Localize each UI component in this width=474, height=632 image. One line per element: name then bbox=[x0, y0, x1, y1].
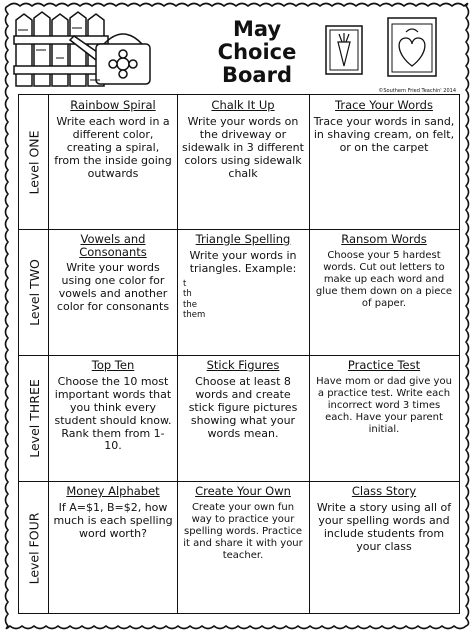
activity-title: Rainbow Spiral bbox=[70, 98, 156, 112]
activity-title: Stick Figures bbox=[206, 358, 280, 372]
level-label: Level THREE bbox=[26, 378, 42, 458]
triangle-example-line: them bbox=[183, 310, 206, 321]
choice-cell bbox=[177, 481, 309, 615]
activity-title: Create Your Own bbox=[195, 484, 291, 498]
activity-text: Choose at least 8 words and create stick figure pictures showing what your words mean. bbox=[188, 374, 298, 440]
choice-cell bbox=[309, 229, 459, 355]
activity-text: Choose your 5 hardest words. Cut out letters to make up each word and glue them down on a piece of paper. bbox=[315, 249, 453, 309]
activity-text: Write each word in a different color, creating a spiral, from the inside going outwards bbox=[54, 114, 172, 180]
activity-title: Chalk It Up bbox=[211, 98, 275, 112]
choice-cell bbox=[177, 355, 309, 481]
activity-text: Trace your words in sand, in shaving cream, on felt, or on the carpet bbox=[313, 114, 455, 154]
choice-cell bbox=[177, 95, 309, 229]
level-label: Level TWO bbox=[26, 258, 42, 326]
activity-text: Write your words on the driveway or sidewalk in 3 different colors using sidewalk chalk bbox=[182, 114, 304, 180]
triangle-example-line: th bbox=[183, 289, 192, 300]
choice-cell bbox=[49, 355, 177, 481]
header bbox=[12, 8, 462, 94]
heart-seed-packet-icon bbox=[386, 16, 438, 78]
choice-cell bbox=[49, 95, 177, 229]
activity-title: Ransom Words bbox=[341, 232, 427, 246]
activity-text: Write a story using all of your spelling words and include students from your class bbox=[316, 500, 452, 553]
page-title bbox=[182, 18, 332, 87]
title-text: Choice Board bbox=[217, 40, 297, 88]
activity-title: Money Alphabet bbox=[66, 484, 160, 498]
choice-cell bbox=[49, 229, 177, 355]
choice-cell bbox=[177, 229, 309, 355]
title-month: May bbox=[232, 17, 282, 41]
activity-text: Choose the 10 most important words that you think every student should know. Rank them from 1-10. bbox=[54, 374, 172, 453]
activity-title: Top Ten bbox=[91, 358, 135, 372]
choice-cell bbox=[49, 481, 177, 615]
choice-cell bbox=[309, 481, 459, 615]
activity-title: Practice Test bbox=[347, 358, 421, 372]
fence-with-watering-can-icon bbox=[12, 10, 162, 90]
activity-title: Vowels and Consonants bbox=[79, 232, 147, 259]
triangle-example bbox=[181, 279, 305, 322]
choice-cell bbox=[309, 355, 459, 481]
activity-text: Write your words in triangles. Example: bbox=[189, 248, 297, 275]
activity-title: Trace Your Words bbox=[335, 98, 433, 112]
choice-grid bbox=[18, 94, 460, 614]
level-label: Level FOUR bbox=[26, 512, 42, 584]
triangle-example-line: t bbox=[183, 278, 187, 289]
carrot-seed-packet-icon bbox=[324, 24, 364, 76]
activity-text: If A=$1, B=$2, how much is each spelling word worth? bbox=[53, 500, 173, 540]
activity-text: Write your words using one color for vowels and another color for consonants bbox=[56, 261, 170, 314]
activity-title: Class Story bbox=[351, 484, 417, 498]
activity-text: Have mom or dad give you a practice test. Write each incorrect word 3 times each. Have your parent initial. bbox=[316, 375, 452, 435]
level-label: Level ONE bbox=[26, 129, 42, 195]
choice-cell bbox=[309, 95, 459, 229]
activity-title: Triangle Spelling bbox=[195, 232, 291, 246]
copyright-credit: ©Southern Fried Teachin' 2014 bbox=[378, 88, 456, 94]
triangle-example-line: the bbox=[183, 299, 197, 310]
activity-text: Create your own fun way to practice your spelling words. Practice it and share it with your teacher. bbox=[183, 501, 303, 561]
